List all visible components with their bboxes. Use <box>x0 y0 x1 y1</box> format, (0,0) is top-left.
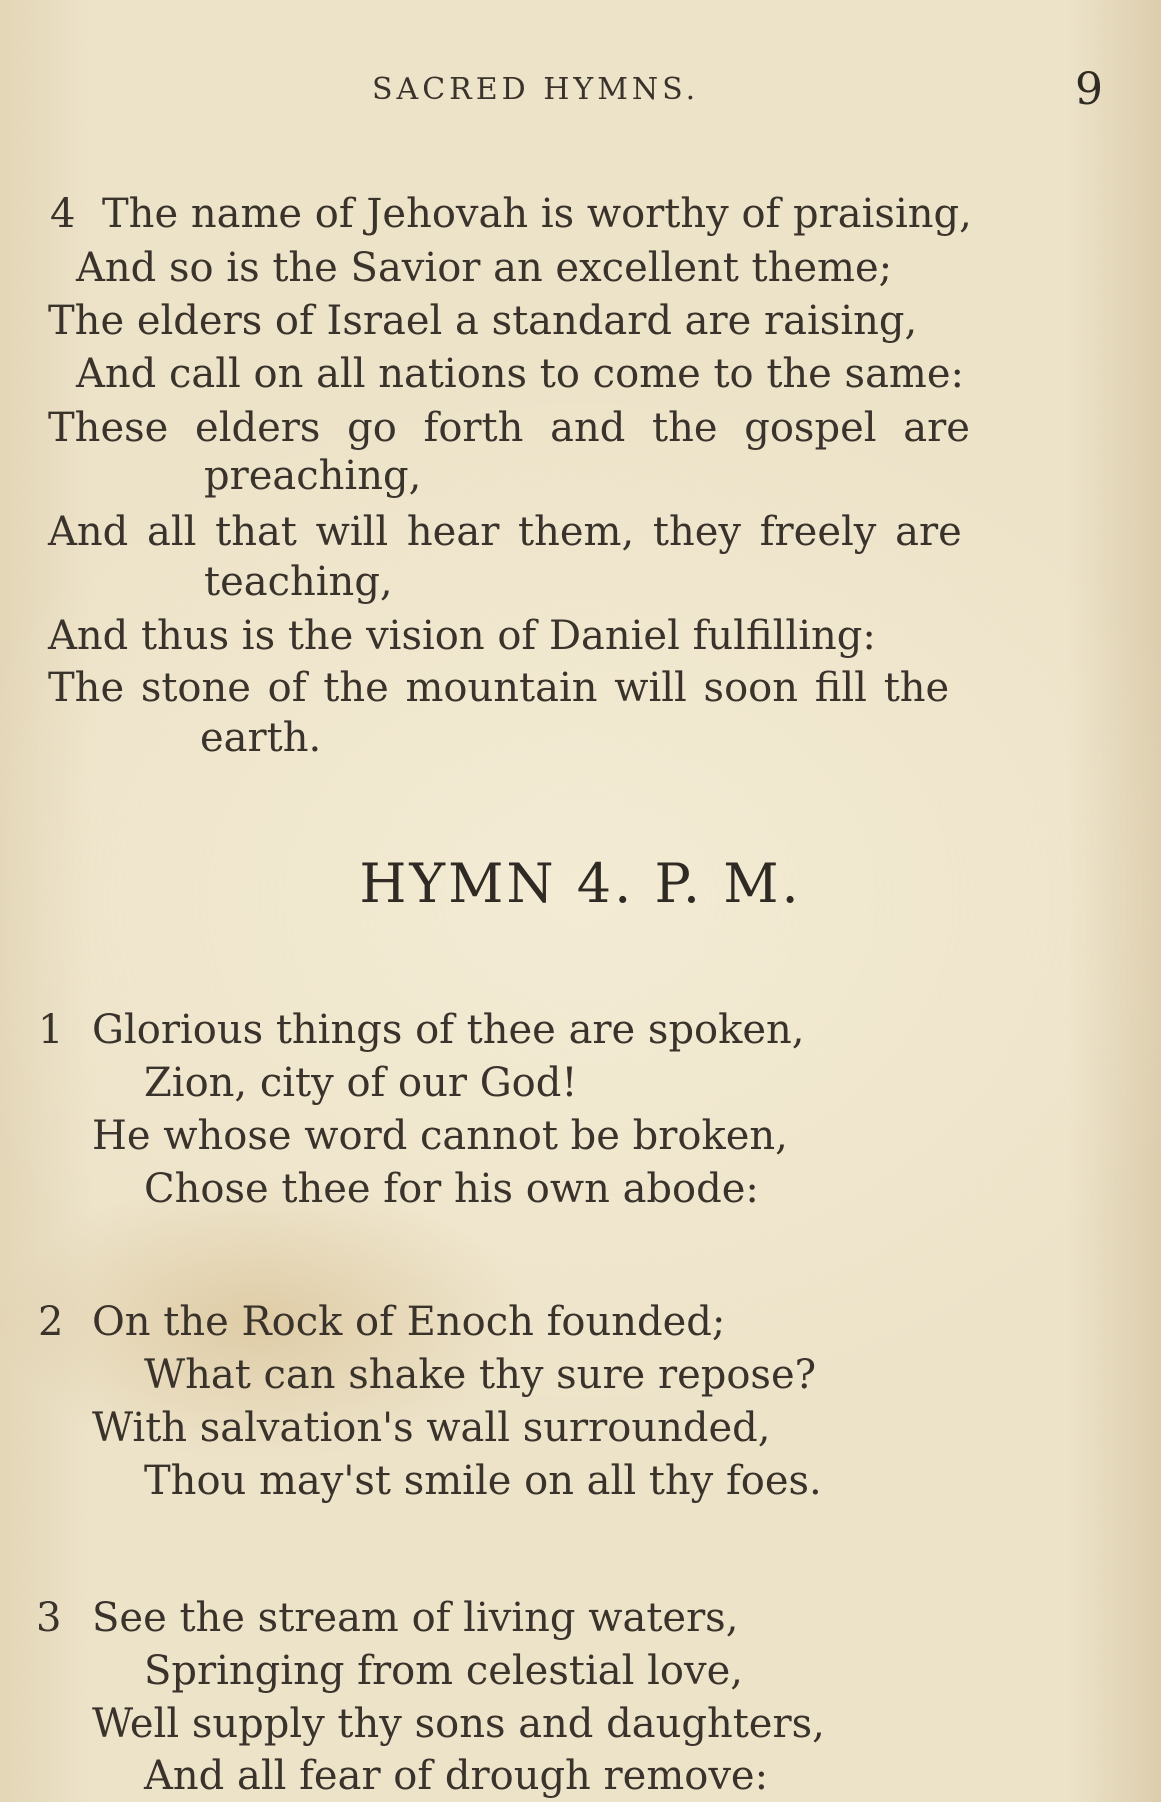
verse-line: Chose thee for his own abode: <box>144 1166 759 1212</box>
verse-line: Glorious things of thee are spoken, <box>92 1007 805 1053</box>
verse-line: And all that will hear them, they freely are <box>48 509 962 555</box>
verse-line: These elders go forth and the gospel are <box>48 405 970 451</box>
verse-line: What can shake thy sure repose? <box>144 1352 817 1398</box>
verse-number: 1 <box>38 1007 64 1053</box>
verse-line: teaching, <box>204 559 393 605</box>
verse-number: 2 <box>38 1299 64 1345</box>
verse-line: And thus is the vision of Daniel fulfilling: <box>48 613 876 659</box>
verse-line: The stone of the mountain will soon fill the <box>48 665 950 711</box>
page-number: 9 <box>1075 64 1103 115</box>
page-header <box>0 64 1161 124</box>
verse-line: And so is the Savior an excellent theme; <box>76 245 893 291</box>
verse-line: preaching, <box>204 453 422 499</box>
verse-line: Well supply thy sons and daughters, <box>92 1701 825 1747</box>
verse-line: He whose word cannot be broken, <box>92 1113 788 1159</box>
verse-line: On the Rock of Enoch founded; <box>92 1299 726 1345</box>
verse-line: See the stream of living waters, <box>92 1595 739 1641</box>
verse-line: And all fear of drough remove: <box>144 1753 769 1799</box>
verse-line: Springing from celestial love, <box>144 1648 743 1694</box>
verse-line: And call on all nations to come to the same: <box>76 351 965 397</box>
verse-number: 4 <box>50 191 76 237</box>
verse-line: The name of Jehovah is worthy of praising, <box>102 191 972 237</box>
verse-line: Zion, city of our God! <box>144 1060 578 1106</box>
verse-line: The elders of Israel a standard are raising, <box>48 298 918 344</box>
verse-line: With salvation's wall surrounded, <box>92 1405 771 1451</box>
verse-line: earth. <box>200 715 322 761</box>
verse-number: 3 <box>36 1595 62 1641</box>
running-title: SACRED HYMNS. <box>372 72 700 107</box>
hymn-heading: HYMN 4. P. M. <box>359 852 802 915</box>
verse-line: Thou may'st smile on all thy foes. <box>144 1458 822 1504</box>
